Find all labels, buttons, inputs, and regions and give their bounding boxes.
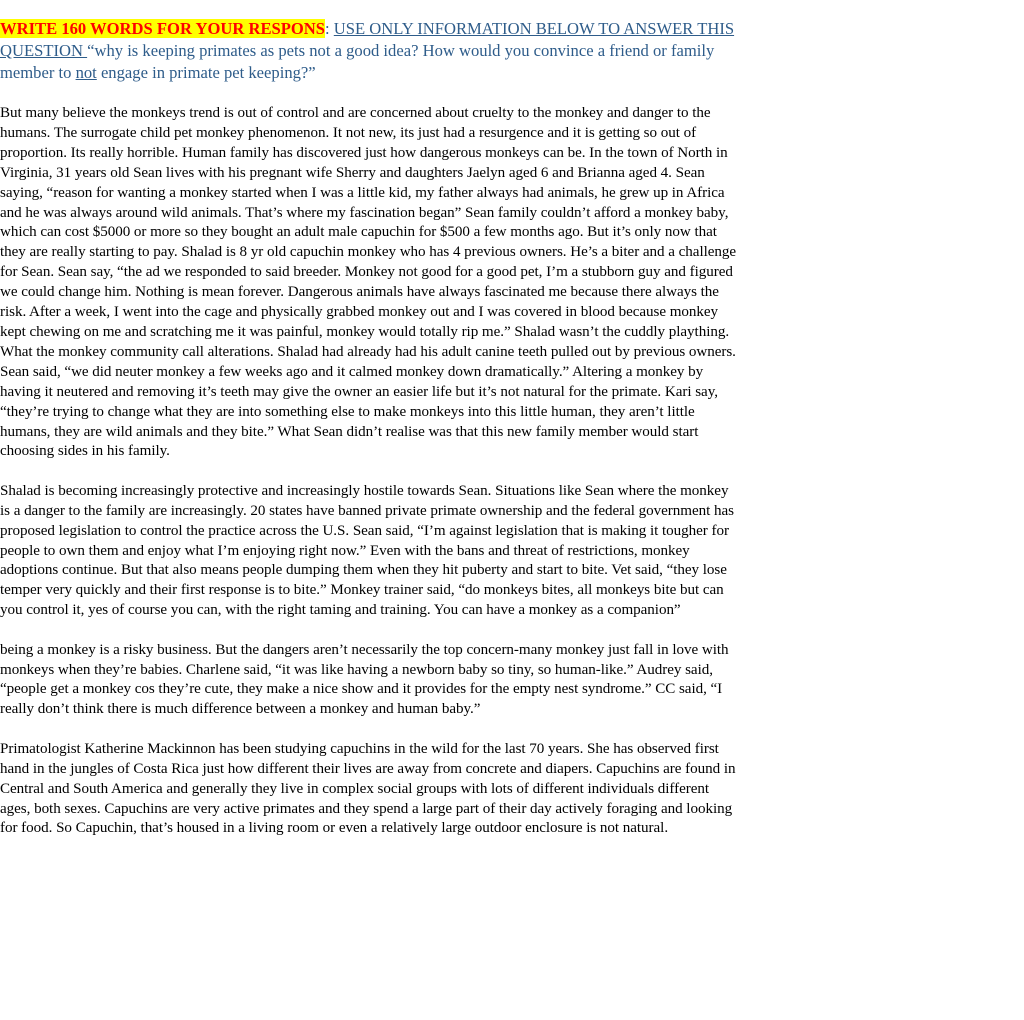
question-text-end: engage in primate pet keeping?” [96,63,316,82]
prompt-colon: : [325,19,334,38]
paragraph-sean-family: But many believe the monkeys trend is out of control and are concerned about cruelty to the monkey and danger to the humans. The surrogate child pet monkey phenomenon. It not new, its just had a resurgence and it is getting so out of proportion. Its really horrible. Human family has discovered just how dangerous monkeys can be. In the town of North in Virginia, 31 years old Sean lives with his pregnant wife Sherry and daughters Jaelyn aged 6 and Brianna aged 4. Sean saying, “reason for wanting a monkey started when I was a little kid, my father always had animals, he grew up in Africa and he was always around wild animals. That’s where my fascination began” Sean family couldn’t afford a monkey baby, which can cost $5000 or more so they bought an adult male capuchin for $500 a few months ago. But it’s only now that they are really starting to pay. Shalad is 8 yr old capuchin monkey who has 4 previous owners. He’s a biter and a challenge for Sean. Sean say, “the ad we responded to said breeder. Monkey not good for a good pet, I’m a stubborn guy and figured we could change him. Nothing is mean forever. Dangerous animals have always fascinated me because there always the risk. After a week, I went into the cage and physically grabbed monkey out and I was covered in blood because monkey kept chewing on me and scratching me it was painful, monkey would totally rip me.” Shalad wasn’t the cuddly plaything. What the monkey community call alterations. Shalad had already had his adult canine teeth pulled out by previous owners. Sean said, “we did neuter monkey a few weeks ago and it calmed monkey down dramatically.” Altering a monkey by having it neutered and removing it’s teeth may give the owner an easier life but it’s not natural for the primate. Kari say, “they’re trying to change what they are into something else to make monkeys into this little human, they aren’t little humans, they are wild animals and they bite.” What Sean didn’t realise was that this new family member would start choosing sides in his family. [0,105,737,460]
document-body [0,18,742,859]
question-text-start: “why is keeping primates as pets not a good idea? How would you convince a friend or family member to [0,41,715,82]
question-emphasis-not: not [75,63,97,82]
paragraph-risky-business: being a monkey is a risky business. But the dangers aren’t necessarily the top concern-many monkey just fall in love with monkeys when they’re babies. Charlene said, “it was like having a newborn baby so tiny, so human-like.” Audrey said, “people get a monkey cos they’re cute, they make a nice show and it provides for the empty nest syndrome.” CC said, “I really don’t think there is much difference between a monkey and human baby.” [0,641,729,718]
paragraph-legislation: Shalad is becoming increasingly protective and increasingly hostile towards Sean. Situations like Sean where the monkey is a danger to the family are increasingly. 20 states have banned private primate ownership and the federal government has proposed legislation to control the practice across the U.S. Sean said, “I’m against legislation that is making it tougher for people to own them and enjoy what I’m enjoying right now.” Even with the bans and threat of restrictions, monkey adoptions continue. But that also means people dumping them when they hit puberty and start to bite. Vet said, “they lose temper very quickly and their first response is to bite.” Monkey trainer said, “do monkeys bites, all monkeys bite but can you control it, yes of course you can, with the right taming and training. You can have a monkey as a companion” [0,482,734,619]
assignment-prompt [0,18,742,84]
word-count-instruction: WRITE 160 WORDS FOR YOUR RESPONS [0,19,326,38]
source-instruction: USE ONLY INFORMATION BELOW TO ANSWER THIS QUESTION [0,19,735,60]
paragraph-primatologist: Primatologist Katherine Mackinnon has been studying capuchins in the wild for the last 70 years. She has observed first hand in the jungles of Costa Rica just how different their lives are away from concrete and diapers. Capuchins are found in Central and South America and generally they live in complex social groups with lots of different individuals different ages, both sexes. Capuchins are very active primates and they spend a large part of their day actively foraging and looking for food. So Capuchin, that’s housed in a living room or even a relatively large outdoor enclosure is not natural. [0,740,736,837]
